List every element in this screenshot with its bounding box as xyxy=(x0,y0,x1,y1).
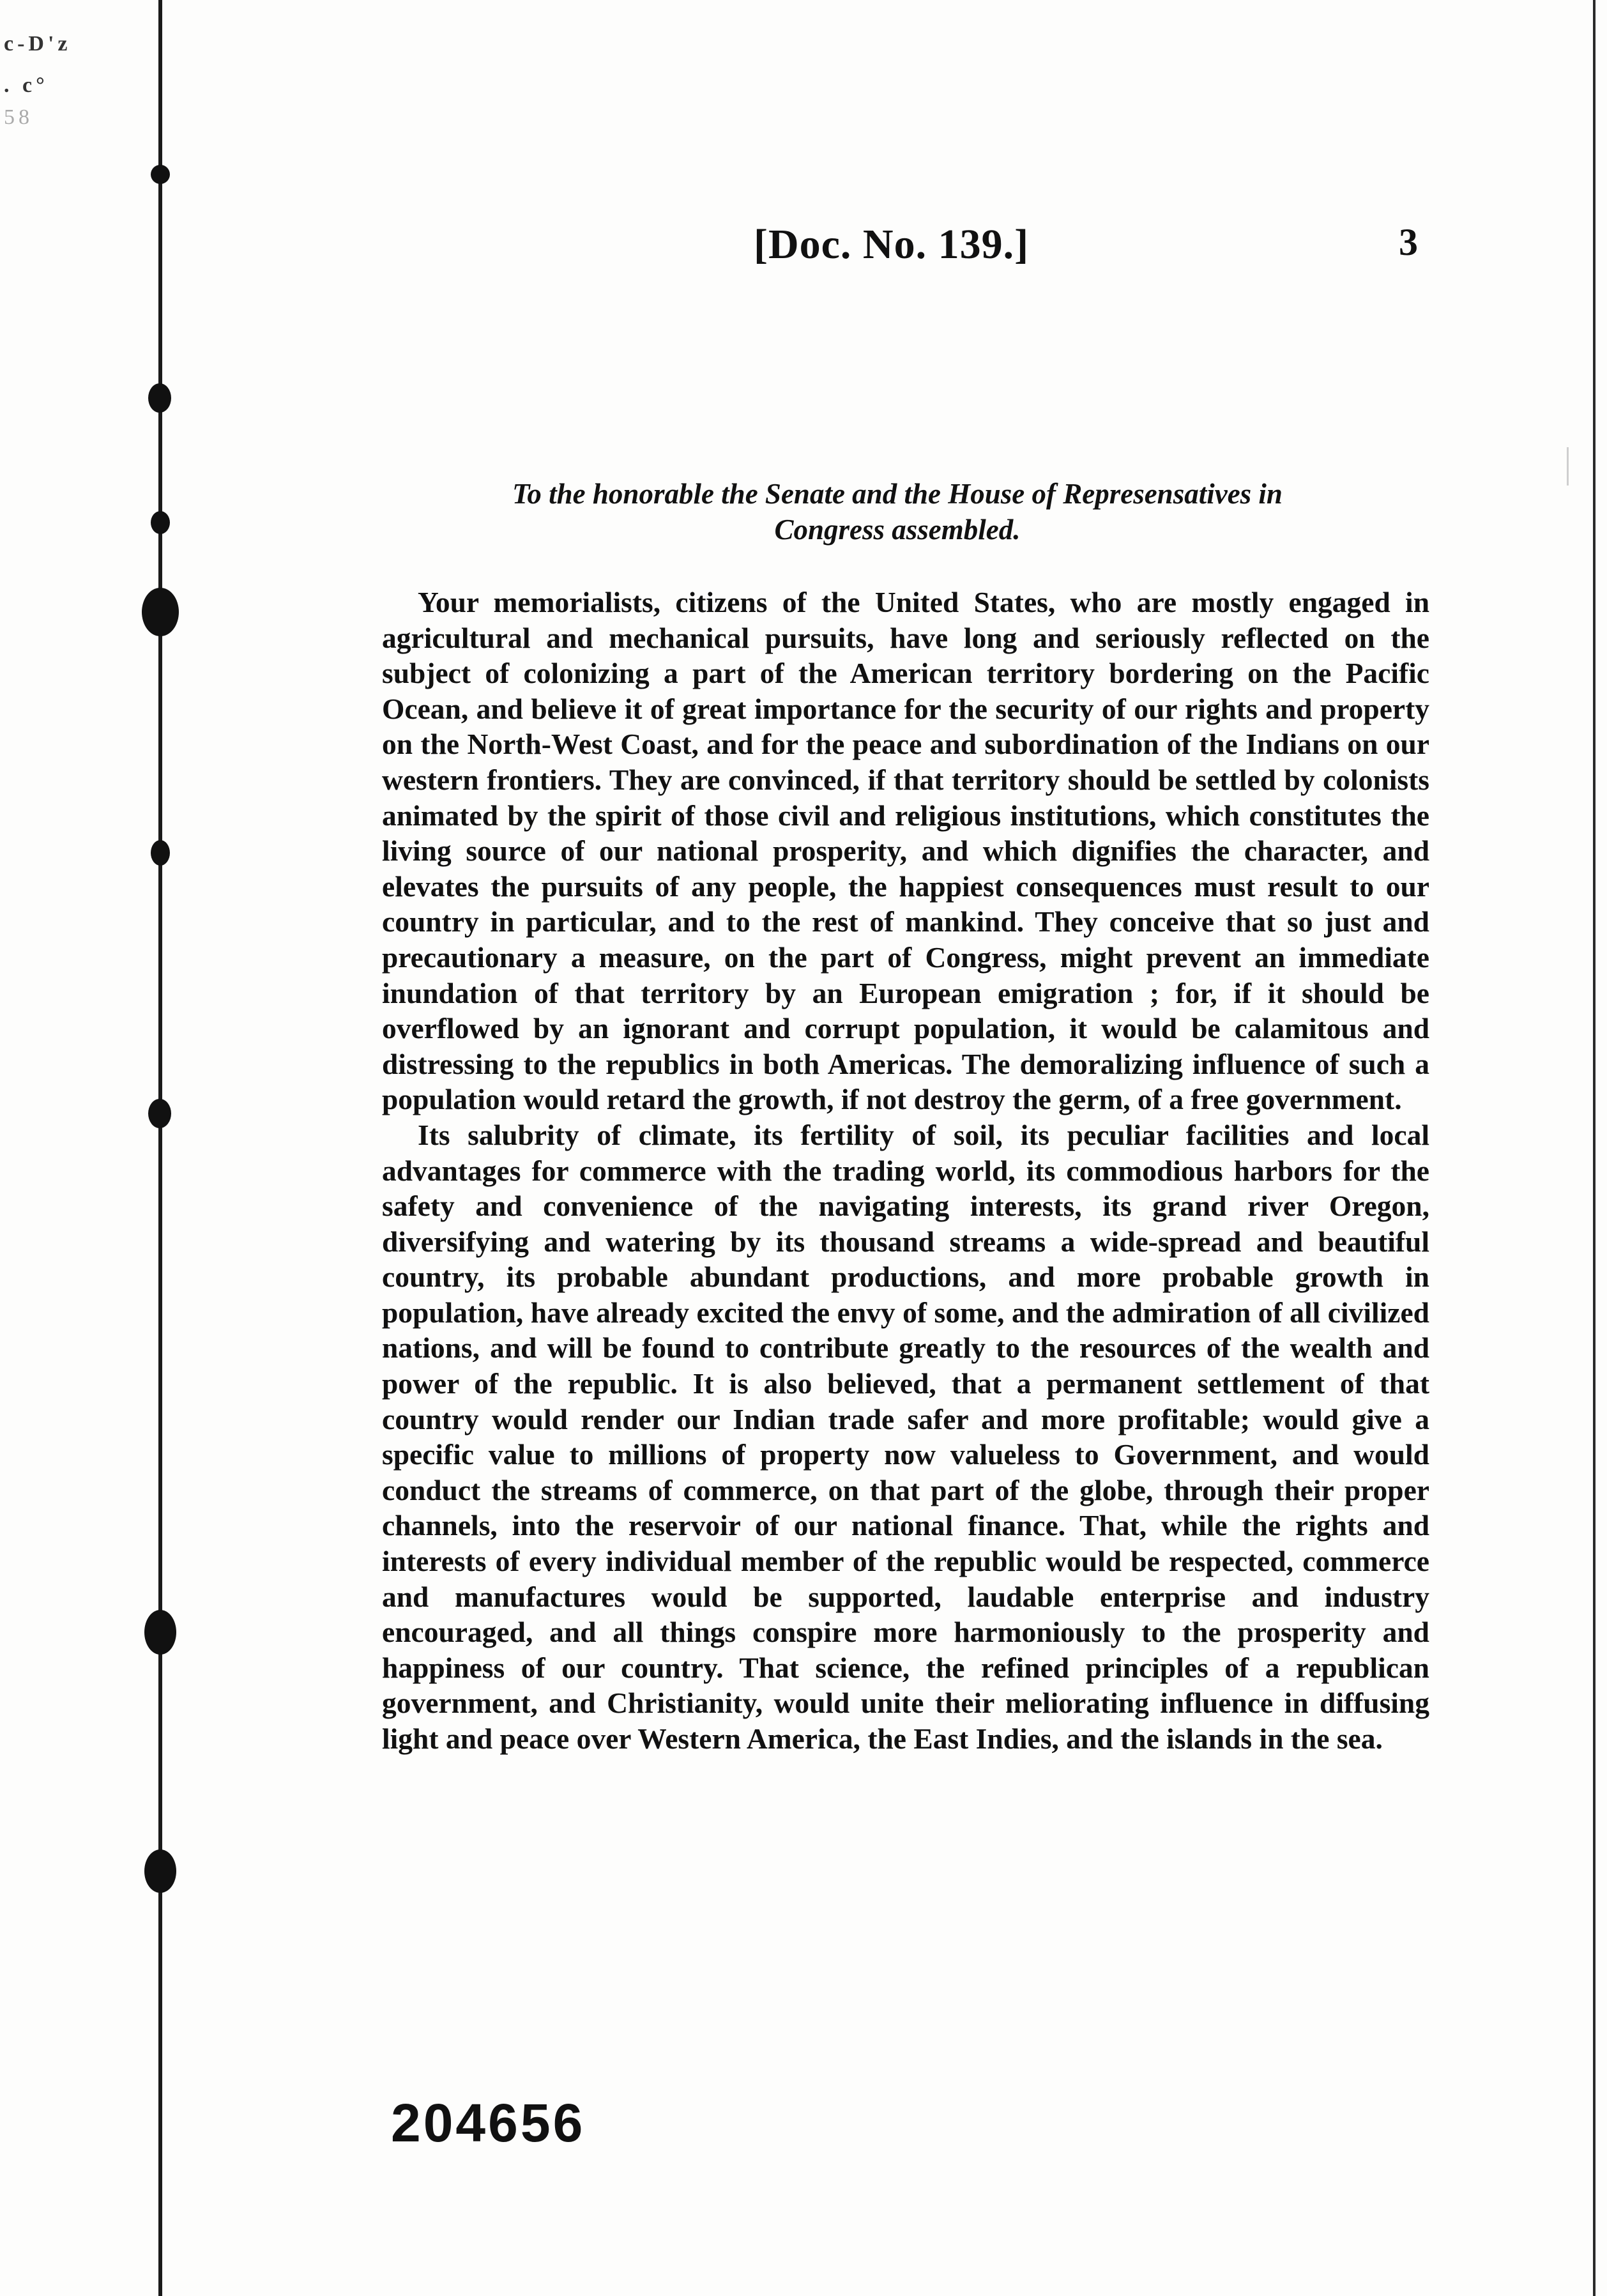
binding-blot xyxy=(148,383,171,413)
memorial-body xyxy=(382,585,1429,1757)
running-head: [Doc. No. 139.] xyxy=(754,221,1030,268)
faint-mark xyxy=(1567,447,1569,486)
binding-blot xyxy=(144,1610,176,1655)
body-paragraph-1: Your memorialists, citizens of the United States, who are mostly engaged in agricultural and mechanical pursuits, have long and seriously reflected on the subject of colonizing a part of the American territory bordering on the Pacific Ocean, and believe it of great importance for the security of our rights and property on the North-West Coast, and for the peace and subordination of the Indians on our western frontiers. They are convinced, if that territory should be settled by colonists animated by the spirit of those civil and religious institutions, which constitutes the living source of our national prosperity, and which dignifies the character, and elevates the pursuits of any people, the happiest consequences must result to our country in particular, and to the rest of mankind. They conceive that so just and precautionary a measure, on the part of Congress, might prevent an immediate inundation of that territory by an European emigration ; for, if it should be overflowed by an ignorant and corrupt population, it would be calamitous and distressing to the republics in both Americas. The demoralizing influence of such a population would retard the growth, if not destroy the germ, of a free government. xyxy=(382,586,1429,1116)
margin-stub-line1: c‑D'z xyxy=(4,32,72,56)
binding-blot xyxy=(151,511,170,534)
binding-blot xyxy=(144,1849,176,1893)
binding-blot xyxy=(151,165,170,184)
binding-edge xyxy=(158,0,162,2296)
binding-blot xyxy=(142,588,179,636)
page-number: 3 xyxy=(1399,221,1418,263)
binding-blot xyxy=(151,840,170,866)
address-line-1: To the honorable the Senate and the House of Represensatives in xyxy=(512,478,1283,510)
body-paragraph-2: Its salubrity of climate, its fertility of soil, its peculiar facilities and local advantages for commerce with the trading world, its commodious harbors for the safety and convenience of the navigating interests, its grand river Oregon, diversifying and watering by its thousand streams a wide-spread and beautiful country, its probable abundant productions, and more probable growth in population, have already excited the envy of some, and the admiration of all civilized nations, and will be found to contribute greatly to the resources of the wealth and power of the republic. It is also believed, that a permanent settlement of that country would render our Indian trade safer and more profitable; would give a specific value to millions of property now valueless to Government, and would conduct the streams of commerce, on that part of the globe, through their proper channels, into the reservoir of our national finance. That, while the rights and interests of every individual member of the republic would be respected, commerce and manufactures would be supported, laudable enterprise and industry encouraged, and all things conspire more harmoniously to the prosperity and happiness of our country. That science, the refined principles of a republican government, and Christianity, would unite their meliorating influence in diffusing light and peace over Western America, the East Indies, and the islands in the sea. xyxy=(382,1118,1429,1755)
catalog-number: 204656 xyxy=(391,2093,586,2153)
page-right-edge xyxy=(1593,0,1596,2296)
address-heading xyxy=(377,476,1418,547)
margin-stub-line2: . c° xyxy=(4,73,49,97)
binding-blot xyxy=(148,1099,171,1128)
margin-stub-line3: 58 xyxy=(4,105,33,129)
address-line-2: Congress assembled. xyxy=(774,514,1021,546)
